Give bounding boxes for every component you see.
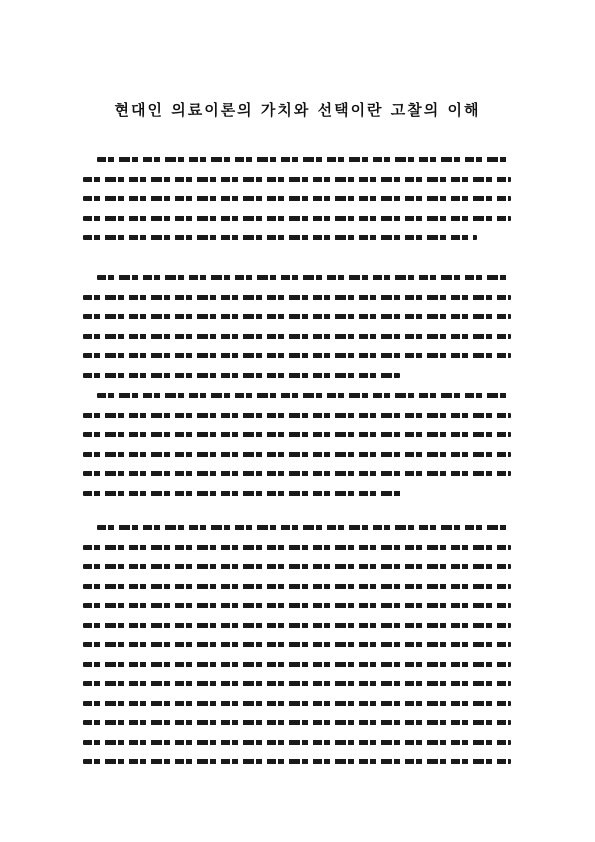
text-line bbox=[83, 366, 511, 386]
illegible-text bbox=[83, 295, 511, 300]
illegible-text bbox=[83, 216, 511, 221]
illegible-text bbox=[83, 564, 511, 569]
text-line bbox=[83, 268, 511, 288]
illegible-text bbox=[97, 157, 511, 162]
text-line bbox=[83, 616, 511, 636]
illegible-text bbox=[83, 432, 511, 437]
text-line bbox=[83, 307, 511, 327]
illegible-text bbox=[83, 353, 511, 358]
illegible-text bbox=[83, 603, 511, 608]
text-line bbox=[83, 150, 511, 170]
text-line bbox=[83, 674, 511, 694]
text-line bbox=[83, 733, 511, 753]
text-line bbox=[83, 406, 511, 426]
illegible-text bbox=[83, 584, 511, 589]
paragraph bbox=[83, 518, 511, 772]
text-line bbox=[83, 557, 511, 577]
illegible-text bbox=[83, 373, 400, 378]
text-line bbox=[83, 228, 511, 248]
illegible-text bbox=[97, 275, 511, 280]
text-line bbox=[83, 577, 511, 597]
illegible-text bbox=[83, 681, 511, 686]
paragraph bbox=[83, 150, 511, 248]
illegible-text bbox=[83, 196, 511, 201]
text-line bbox=[83, 752, 511, 772]
illegible-text bbox=[83, 314, 511, 319]
illegible-text bbox=[83, 235, 477, 240]
text-line bbox=[83, 189, 511, 209]
illegible-text bbox=[83, 452, 511, 457]
illegible-text bbox=[83, 491, 404, 496]
text-line bbox=[83, 635, 511, 655]
illegible-text bbox=[83, 334, 511, 339]
illegible-text bbox=[97, 393, 511, 398]
document-title: 현대인 의료이론의 가치와 선택이란 고찰의 이해 bbox=[114, 101, 481, 119]
text-line bbox=[83, 518, 511, 538]
illegible-text bbox=[83, 740, 511, 745]
text-line bbox=[83, 445, 511, 465]
paragraph bbox=[83, 386, 511, 503]
text-line bbox=[83, 655, 511, 675]
text-line bbox=[83, 170, 511, 190]
illegible-text bbox=[83, 413, 511, 418]
text-line bbox=[83, 346, 511, 366]
text-line bbox=[83, 288, 511, 308]
illegible-text bbox=[83, 701, 511, 706]
paragraph bbox=[83, 268, 511, 385]
illegible-text bbox=[83, 471, 511, 476]
illegible-text bbox=[83, 759, 511, 764]
text-line bbox=[83, 464, 511, 484]
illegible-text bbox=[83, 177, 511, 182]
text-line bbox=[83, 327, 511, 347]
text-line bbox=[83, 713, 511, 733]
text-line bbox=[83, 538, 511, 558]
illegible-text bbox=[83, 642, 511, 647]
illegible-text bbox=[83, 623, 511, 628]
text-line bbox=[83, 425, 511, 445]
text-line bbox=[83, 484, 511, 504]
illegible-text bbox=[83, 662, 511, 667]
text-line bbox=[83, 209, 511, 229]
illegible-text bbox=[83, 545, 511, 550]
text-line bbox=[83, 386, 511, 406]
illegible-text bbox=[83, 720, 511, 725]
text-line bbox=[83, 596, 511, 616]
illegible-text bbox=[97, 525, 511, 530]
text-line bbox=[83, 694, 511, 714]
